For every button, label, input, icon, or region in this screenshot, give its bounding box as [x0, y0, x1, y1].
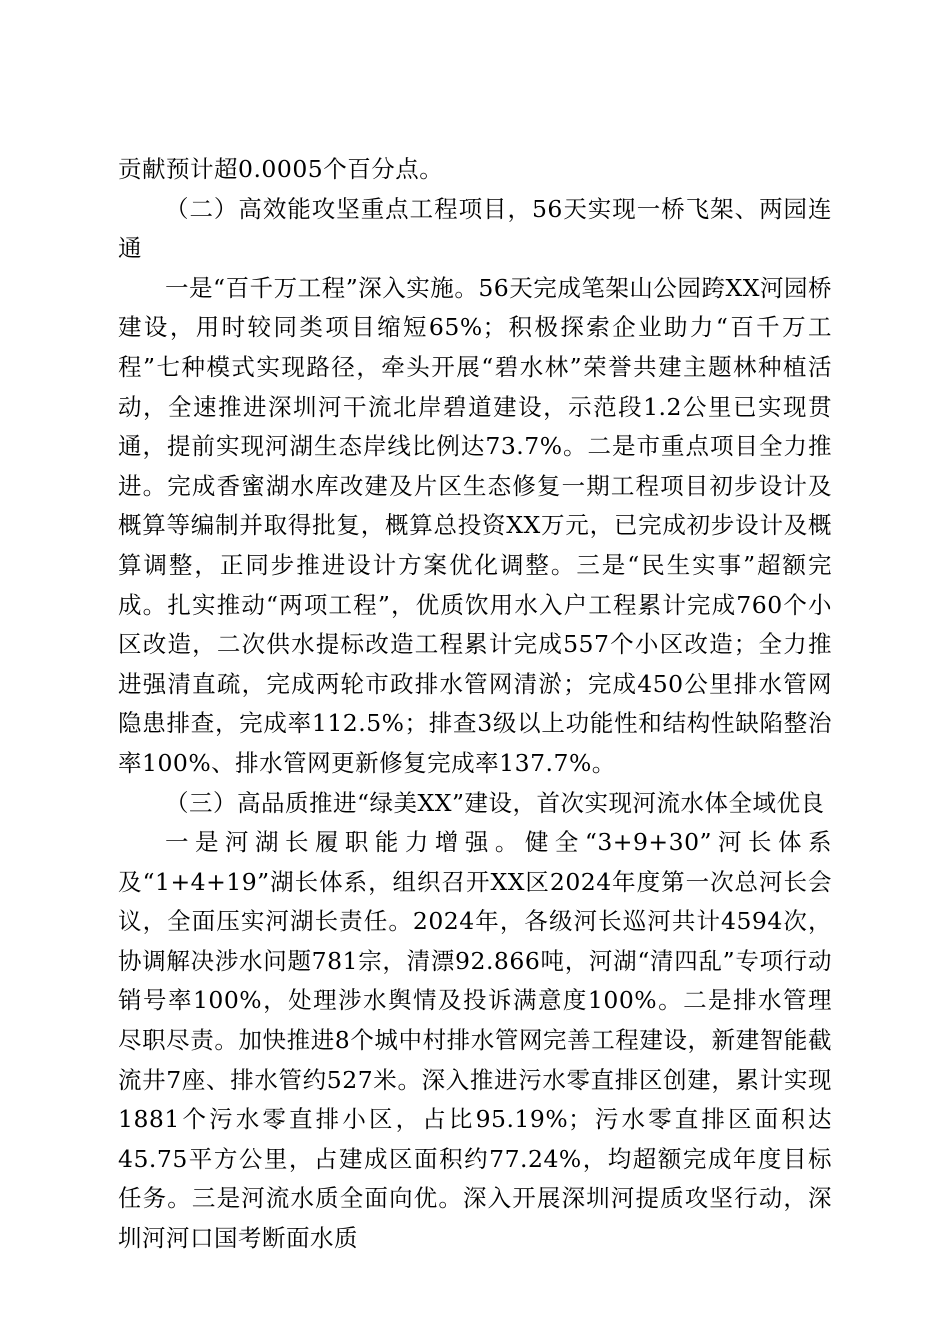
document-page [118, 150, 832, 1259]
section-heading-3: （三）高品质推进“绿美XX”建设，首次实现河流水体全域优良 [165, 788, 825, 817]
paragraph-body: 一是“百千万工程”深入实施。56天完成笔架山公园跨XX河园桥建设，用时较同类项目缩短65%；积极探索企业助力“百千万工程”七种模式实现路径，牵头开展“碧水林”荣誉共建主题林种植活动，全速推进深圳河干流北岸碧道建设，示范段1.2公里已实现贯通，提前实现河湖生态岸线比例达73.7%。二是市重点项目全力推进。完成香蜜湖水库改建及片区生态修复一期工程项目初步设计及概算等编制并取得批复，概算总投资XX万元，已完成初步设计及概算调整，正同步推进设计方案优化调整。三是“民生实事”超额完成。扎实推动“两项工程”，优质饮用水入户工程累计完成760个小区改造，二次供水提标改造工程累计完成557个小区改造；全力推进强清直疏，完成两轮市政排水管网清淤；完成450公里排水管网隐患排查，完成率112.5%；排查3级以上功能性和结构性缺陷整治率100%、排水管网更新修复完成率137.7%。 [118, 273, 832, 777]
section-heading-2: （二）高效能攻坚重点工程项目，56天实现一桥飞架、两园连通 [118, 194, 832, 263]
paragraph-continuation: 贡献预计超0.0005个百分点。 [118, 155, 444, 183]
paragraph-body: 一是河湖长履职能力增强。健全“3+9+30”河长体系及“1+4+19”湖长体系，组织召开XX区2024年度第一次总河长会议，全面压实河湖长责任。2024年，各级河长巡河共计4594次，协调解决涉水问题781宗，清漂92.866吨，河湖“清四乱”专项行动销号率100%，处理涉水舆情及投诉满意度100%。二是排水管理尽职尽责。加快推进8个城中村排水管网完善工程建设，新建智能截流井7座、排水管约527米。深入推进污水零直排区创建，累计实现1881个污水零直排小区，占比95.19%；污水零直排区面积达45.75平方公里，占建成区面积约77.24%，均超额完成年度目标任务。三是河流水质全面向优。深入开展深圳河提质攻坚行动，深圳河河口国考断面水质 [118, 828, 832, 1253]
